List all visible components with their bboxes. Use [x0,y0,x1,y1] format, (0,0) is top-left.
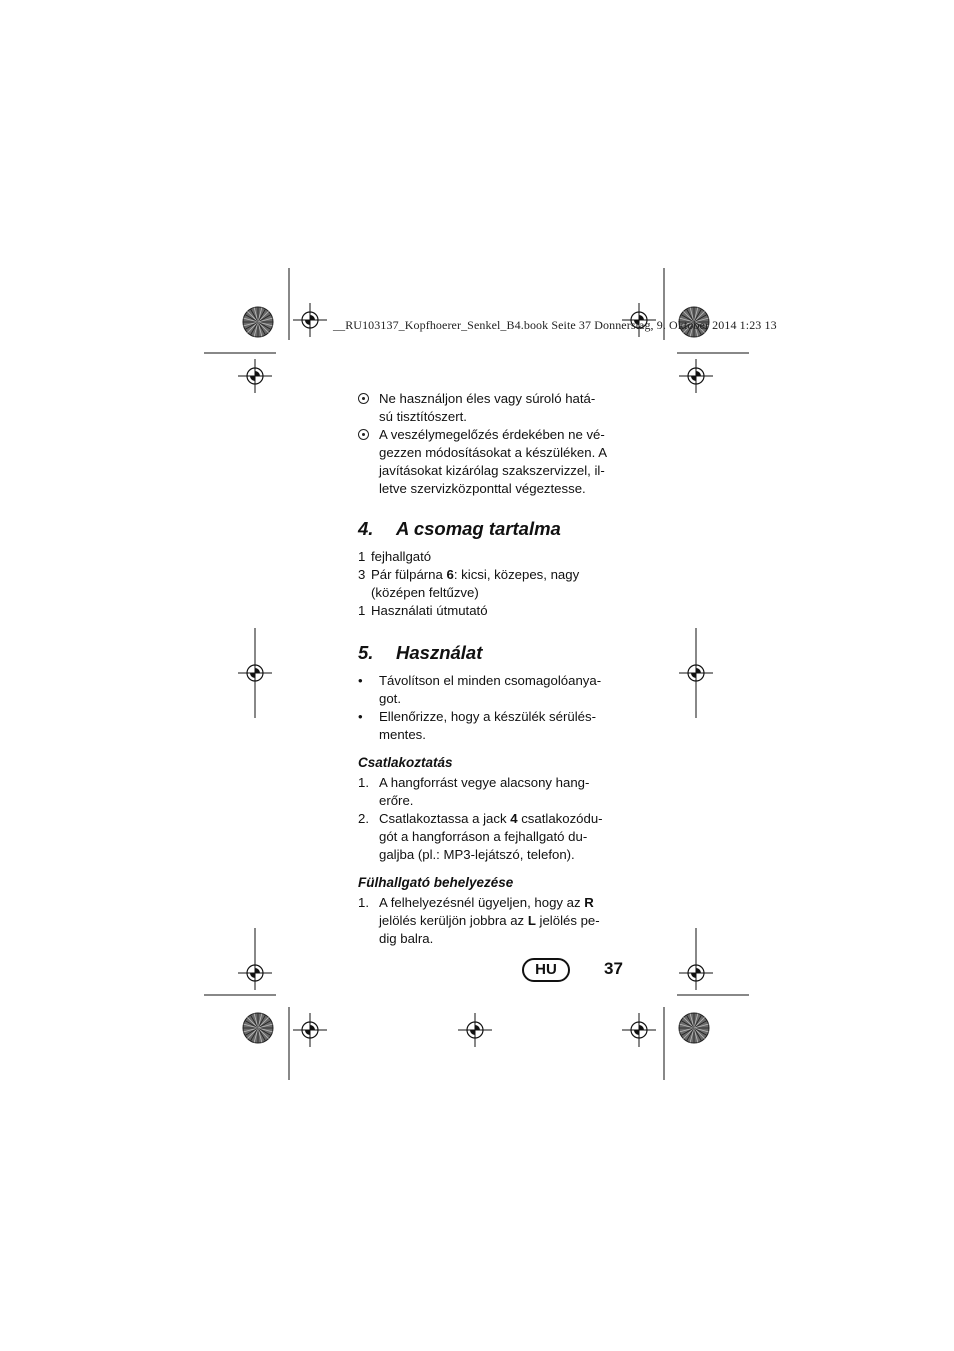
list-item: 1. A felhelyezésnél ügyeljen, hogy az R jelölés kerüljön jobbra az L jelölés pe- dig balra. [358,895,600,946]
color-target-icon [679,1013,709,1043]
registration-mark-icon [293,1013,327,1047]
connect-steps [358,774,630,864]
earbud-steps [358,894,630,948]
list-item: 1 Használati útmutató [358,603,488,618]
color-target-icon [243,307,273,337]
safety-list [358,390,630,498]
list-item: 2. Csatlakoztassa a jack 4 csatlakozódu- gót a hangforráson a fejhallgató du- galjba (pl.: MP3-lejátszó, telefon). [358,811,603,862]
registration-mark-icon [293,303,327,337]
list-item: • Távolítson el minden csomagolóanya- got. [358,673,602,706]
bullet-icon: • [358,673,363,688]
bullet-icon: • [358,709,363,724]
safety-item: A veszélymegelőzés érdekében ne vé- gezzen módosításokat a készüléken. A javításokat kizárólag szakszervizzel, il- letve szervizközponttal végeztesse. [358,426,630,498]
color-target-icon [243,1013,273,1043]
registration-mark-icon [622,1013,656,1047]
usage-bullets [358,672,630,744]
section-heading: 5. Használat [358,642,483,663]
safety-item: Ne használjon éles vagy súroló hatá- sú tisztítószert. [358,390,630,426]
registration-mark-icon [679,956,713,990]
language-badge: HU [522,958,570,982]
list-item: • Ellenőrizze, hogy a készülék sérülés- mentes. [358,709,596,742]
list-item: 3 Pár fülpárna 6: kicsi, közepes, nagy (középen feltűzve) [358,567,580,600]
page-content [358,390,630,948]
section-heading: 4. A csomag tartalma [358,518,561,539]
page-footer [522,958,632,984]
registration-mark-icon [238,956,272,990]
package-contents-list [358,548,630,620]
registration-mark-icon [238,359,272,393]
registration-mark-icon [679,359,713,393]
warning-bullet-icon [358,426,369,444]
page-number: 37 [604,959,623,978]
print-slug: __RU103137_Kopfhoerer_Senkel_B4.book Seite 37 Donnerstag, 9. Oktober 2014 1:23 13 [333,318,777,332]
registration-mark-icon [679,656,713,690]
list-item: 1 fejhallgató [358,549,432,564]
subsection-heading: Fülhallgató behelyezése [358,875,514,890]
subsection-heading: Csatlakoztatás [358,755,453,770]
registration-mark-icon [238,656,272,690]
registration-mark-icon [458,1013,492,1047]
warning-bullet-icon [358,390,369,408]
list-item: 1. A hangforrást vegye alacsony hang- erőre. [358,775,590,808]
